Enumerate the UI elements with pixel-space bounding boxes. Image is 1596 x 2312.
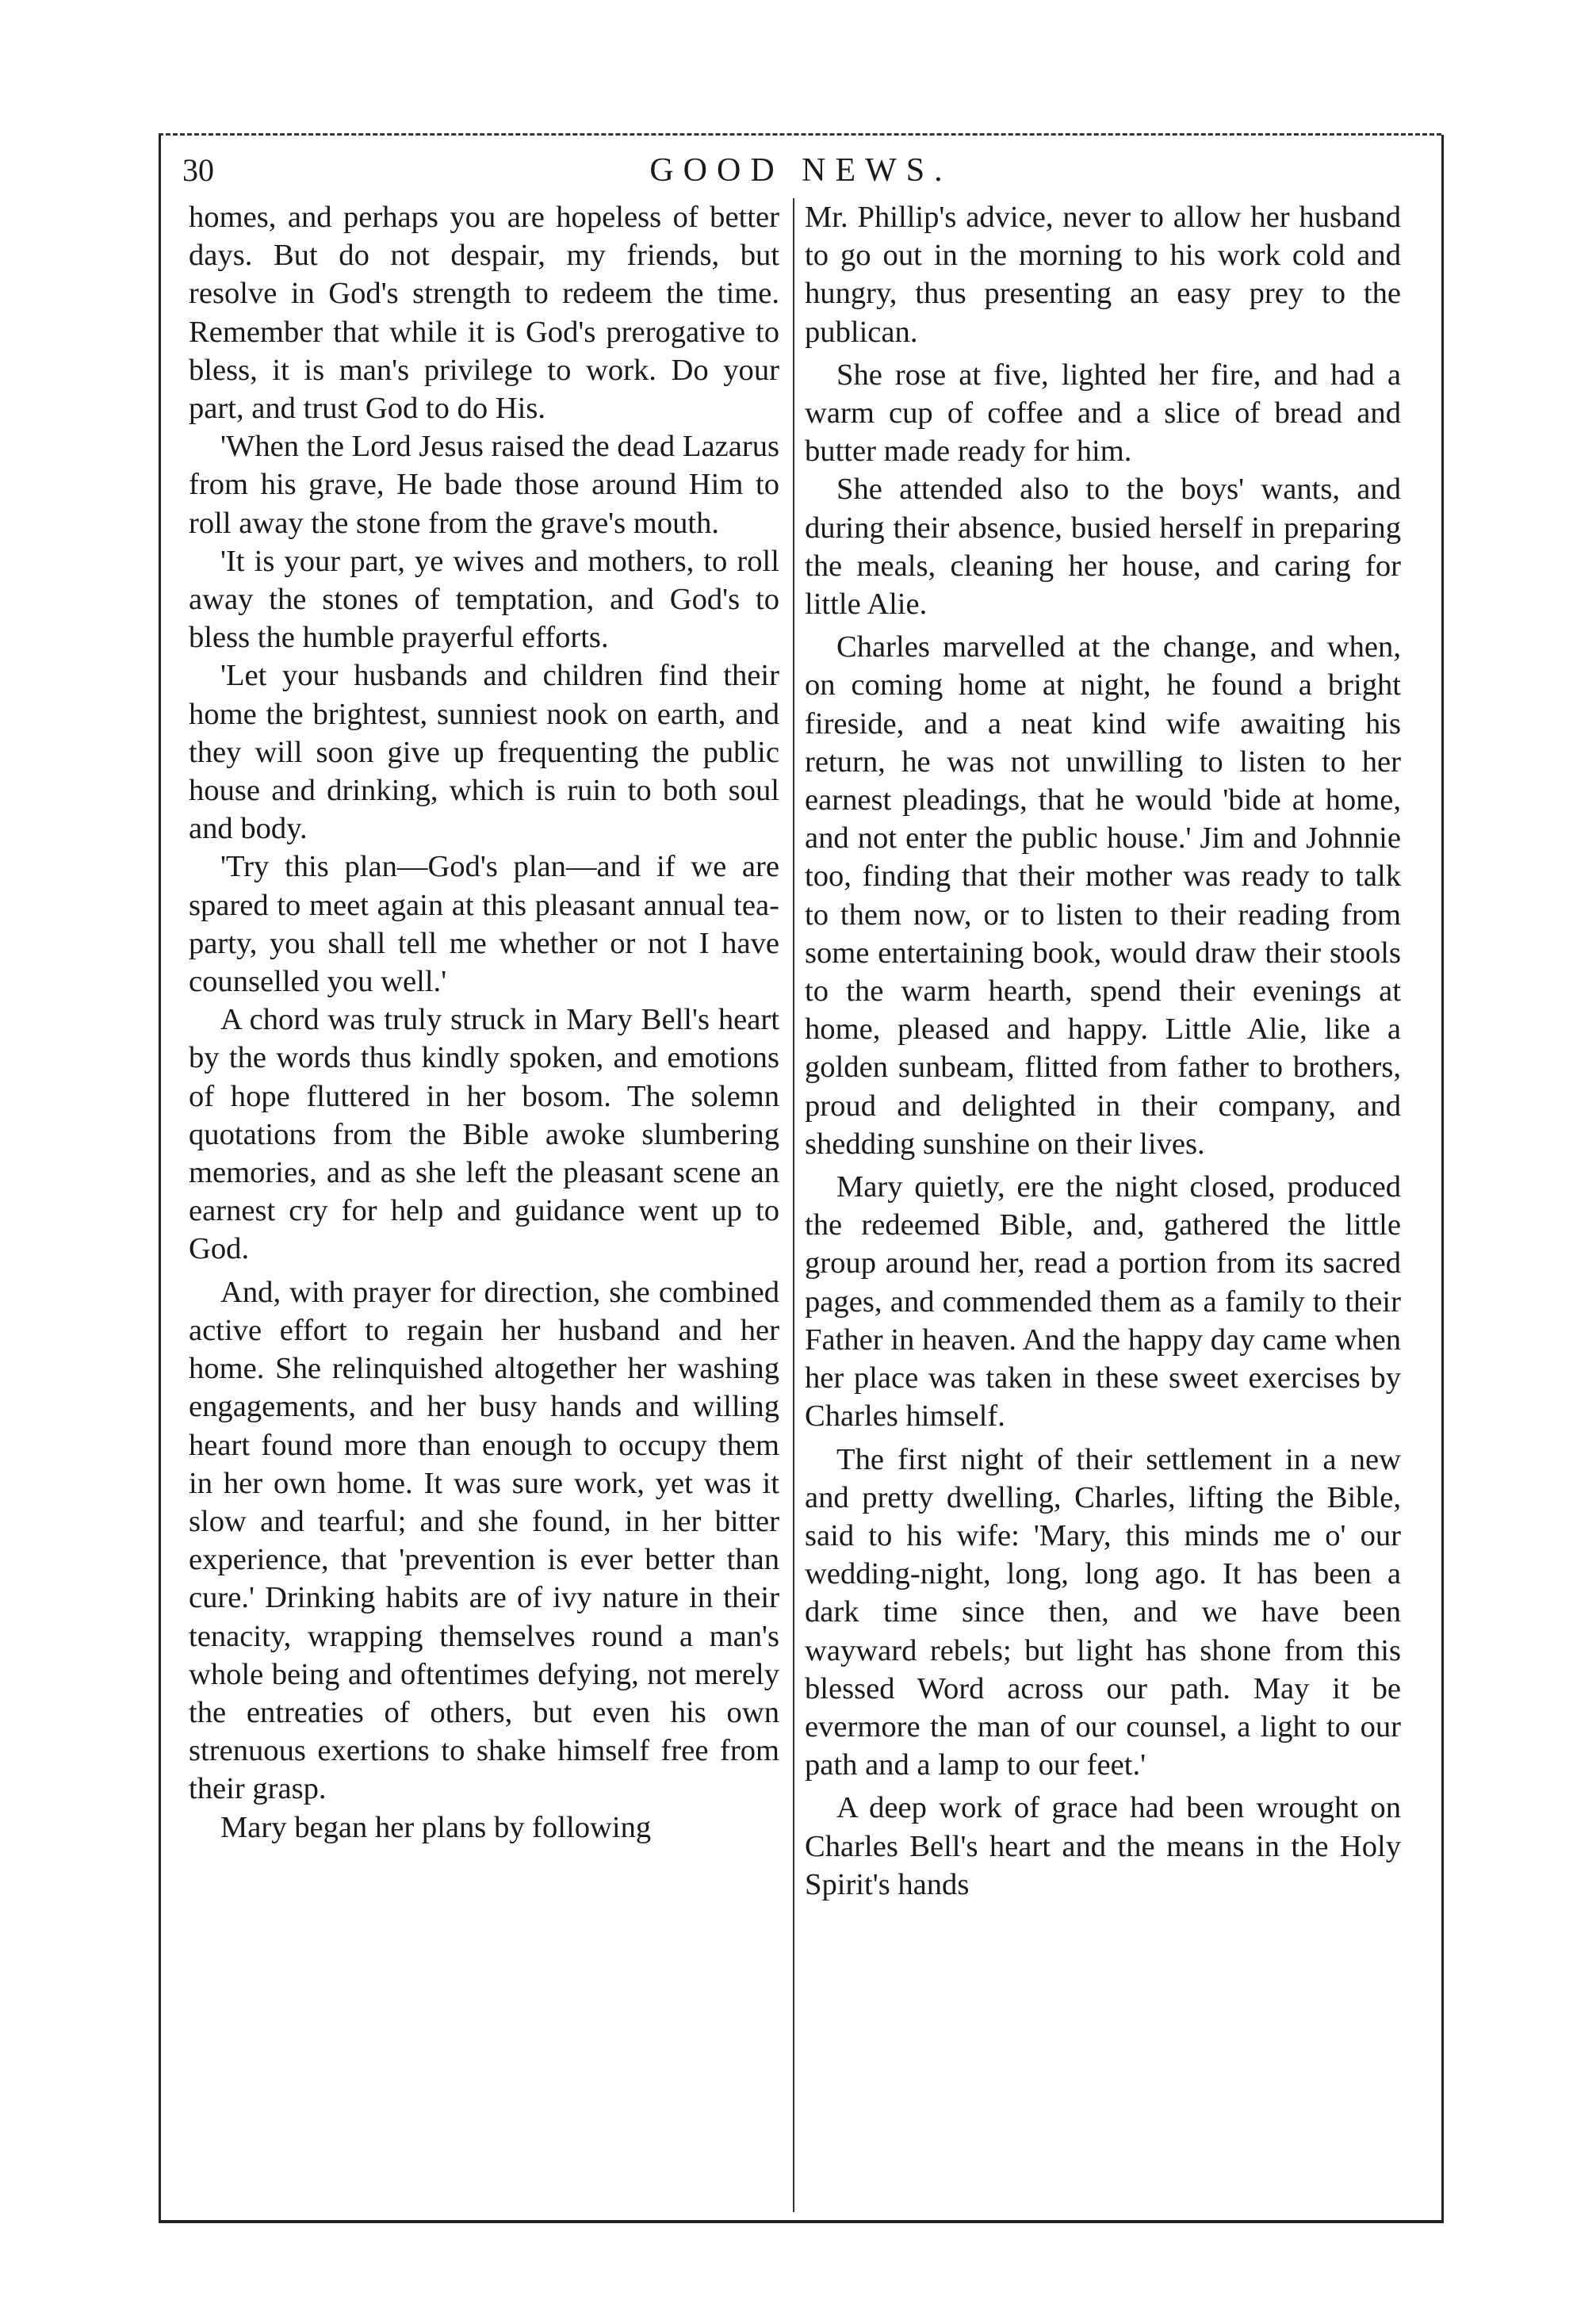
page-header <box>182 147 1419 194</box>
paragraph: 'It is your part, ye wives and mothers, to roll away the stones of temptation, and God's to bless the humble prayerful efforts. <box>189 544 779 655</box>
running-title: GOOD NEWS. <box>649 152 952 189</box>
paragraph: The first night of their settlement in a new and pretty dwelling, Charles, lifting the Bible, said to his wife: 'Mary, this minds me o' our wedding-night, long, long ago. It has been a dark time since then, and we have been wayward rebels; but light has shone from this blessed Word across our path. May it be evermore the man of our counsel, a light to our path and a lamp to our feet.' <box>805 1442 1401 1782</box>
paragraph: Charles marvelled at the change, and when, on coming home at night, he found a bright fireside, and a neat kind wife awaiting his return, he was not unwilling to listen to her earnest pleadings, that he would 'bide at home, and not enter the public house.' Jim and Johnnie too, finding that their mother was ready to talk to them now, or to listen to their reading from some entertaining book, would draw their stools to the warm hearth, spend their evenings at home, pleased and happy. Little Alie, like a golden sunbeam, flitted from father to brothers, proud and delighted in their company, and shedding sunshine on their lives. <box>805 630 1401 1161</box>
paragraph: homes, and perhaps you are hopeless of better days. But do not despair, my friends, but resolve in God's strength to redeem the time. Remember that while it is God's prerogative to bless, it is man's privilege to work. Do your part, and trust God to do His. <box>189 201 779 426</box>
paragraph: She attended also to the boys' wants, and during their absence, busied herself in preparing the meals, cleaning her house, and caring for little Alie. <box>805 473 1401 622</box>
paragraph: Mary began her plans by following <box>220 1810 652 1844</box>
paragraph: A chord was truly struck in Mary Bell's heart by the words thus kindly spoken, and emotions of hope fluttered in her bosom. The solemn quotations from the Bible awoke slumbering memories, and as she left the pleasant scene an earnest cry for help and guidance went up to God. <box>189 1003 779 1266</box>
left-column <box>189 198 779 1847</box>
paragraph: 'Try this plan—God's plan—and if we are spared to meet again at this pleasant annual tea-party, you shall tell me whether or not I have counselled you well.' <box>189 850 779 999</box>
page-number: 30 <box>182 152 214 188</box>
right-column <box>805 198 1401 1904</box>
paragraph: 'When the Lord Jesus raised the dead Lazarus from his grave, He bade those around Him to roll away the stone from the grave's mouth. <box>189 430 779 540</box>
paragraph: 'Let your husbands and children find their home the brightest, sunniest nook on earth, and they will soon give up frequenting the public house and drinking, which is ruin to both soul and body. <box>189 659 779 846</box>
paragraph: And, with prayer for direction, she combined active effort to regain her husband and her home. She relinquished altogether her washing engagements, and her busy hands and willing heart found more than enough to occupy them in her own home. It was sure work, yet was it slow and tearful; and she found, in her bitter experience, that 'prevention is ever better than cure.' Drinking habits are of ivy nature in their tenacity, wrapping themselves round a man's whole being and oftentimes defying, not merely the entreaties of others, but even his own strenuous exertions to shake himself free from their grasp. <box>189 1275 779 1806</box>
paragraph: Mary quietly, ere the night closed, produced the redeemed Bible, and, gathered the little group around her, read a portion from its sacred pages, and commended them as a family to their Father in heaven. And the happy day came when her place was taken in these sweet exercises by Charles himself. <box>805 1170 1401 1434</box>
paragraph: A deep work of grace had been wrought on Charles Bell's heart and the means in the Holy Spirit's hands <box>805 1791 1401 1901</box>
paragraph: She rose at five, lighted her fire, and had a warm cup of coffee and a slice of bread and butter made ready for him. <box>805 358 1401 469</box>
column-divider <box>793 198 794 2212</box>
paragraph: Mr. Phillip's advice, never to allow her husband to go out in the morning to his work cold and hungry, thus presenting an easy prey to the publican. <box>805 201 1401 349</box>
